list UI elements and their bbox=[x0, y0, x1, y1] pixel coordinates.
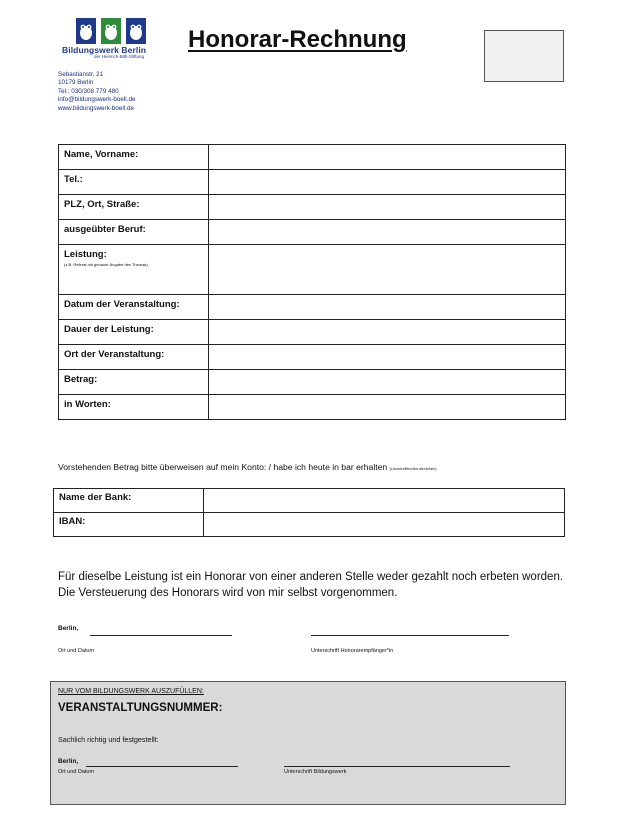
form-row-name bbox=[59, 145, 566, 170]
form-label-amount: Betrag: bbox=[59, 370, 209, 395]
office-heading: NUR VOM BILDUNGSWERK AUSZUFÜLLEN: bbox=[58, 688, 204, 695]
payment-note: (Unzutreffendes streichen) bbox=[389, 466, 437, 471]
form-row-event-date bbox=[59, 295, 566, 320]
office-signature-line[interactable] bbox=[284, 766, 510, 767]
date-signature-line[interactable] bbox=[90, 635, 232, 636]
form-row-amount bbox=[59, 370, 566, 395]
form-field-amount[interactable] bbox=[209, 370, 566, 395]
bank-label-name: Name der Bank: bbox=[54, 489, 204, 513]
form-row-address bbox=[59, 195, 566, 220]
form-field-duration[interactable] bbox=[209, 320, 566, 345]
form-field-name[interactable] bbox=[209, 145, 566, 170]
form-field-event-location[interactable] bbox=[209, 345, 566, 370]
address-website: www.bildungswerk-boell.de bbox=[58, 104, 134, 112]
payment-instruction bbox=[58, 462, 437, 472]
office-place: Berlin, bbox=[58, 758, 79, 765]
logo-mark bbox=[76, 18, 172, 44]
bank-field-iban[interactable] bbox=[204, 513, 565, 537]
form-hint-service: (z.B. Referat mit genauer Angabe des Themas) bbox=[64, 262, 148, 267]
form-label-amount-words: in Worten: bbox=[59, 395, 209, 420]
form-label-phone: Tel.: bbox=[59, 170, 209, 195]
bank-label-iban: IBAN: bbox=[54, 513, 204, 537]
form-row-service bbox=[59, 245, 566, 295]
form-label-event-location: Ort der Veranstaltung: bbox=[59, 345, 209, 370]
signature-left-caption: Ort und Datum bbox=[58, 648, 95, 654]
form-label-name: Name, Vorname: bbox=[59, 145, 209, 170]
invoice-form-table bbox=[58, 144, 566, 420]
form-field-amount-words[interactable] bbox=[209, 395, 566, 420]
form-row-amount-words bbox=[59, 395, 566, 420]
form-label-event-date: Datum der Veranstaltung: bbox=[59, 295, 209, 320]
frog-icon bbox=[101, 18, 121, 44]
signature-place: Berlin, bbox=[58, 625, 79, 632]
office-date-line[interactable] bbox=[86, 766, 238, 767]
office-check-text: Sachlich richtig und festgestellt: bbox=[58, 735, 159, 744]
organization-address bbox=[58, 71, 135, 113]
organization-name: Bildungswerk Berlin bbox=[62, 45, 147, 55]
form-field-event-date[interactable] bbox=[209, 295, 566, 320]
document-title: Honorar-Rechnung bbox=[188, 26, 407, 53]
form-row-duration bbox=[59, 320, 566, 345]
form-label-service-cell bbox=[59, 245, 209, 295]
address-city: 10179 Berlin bbox=[58, 79, 94, 87]
form-row-event-location bbox=[59, 345, 566, 370]
form-field-service[interactable] bbox=[209, 245, 566, 295]
bank-field-name[interactable] bbox=[204, 489, 565, 513]
payment-text: Vorstehenden Betrag bitte überweisen auf mein Konto: / habe ich heute in bar erhalten bbox=[58, 462, 388, 472]
frog-icon bbox=[126, 18, 146, 44]
form-field-address[interactable] bbox=[209, 195, 566, 220]
organization-logo bbox=[62, 18, 172, 59]
signature-right-caption: Unterschrift Honorarempfänger*in bbox=[311, 648, 394, 654]
event-number-label: VERANSTALTUNGSNUMMER: bbox=[58, 702, 223, 714]
bank-row-name bbox=[54, 489, 565, 513]
form-label-address: PLZ, Ort, Straße: bbox=[59, 195, 209, 220]
address-street: Sebastianstr. 21 bbox=[58, 71, 104, 78]
form-label-profession: ausgeübter Beruf: bbox=[59, 220, 209, 245]
stamp-box bbox=[484, 30, 564, 82]
bank-table bbox=[53, 488, 565, 537]
form-row-profession bbox=[59, 220, 566, 245]
address-email: info@bildungswerk-boell.de bbox=[58, 96, 136, 104]
office-right-caption: Unterschrift Bildungswerk bbox=[284, 769, 347, 775]
frog-icon bbox=[76, 18, 96, 44]
form-row-phone bbox=[59, 170, 566, 195]
form-label-service: Leistung: bbox=[64, 249, 107, 260]
recipient-signature-line[interactable] bbox=[311, 635, 509, 636]
bank-row-iban bbox=[54, 513, 565, 537]
declaration-text: Für dieselbe Leistung ist ein Honorar von einer anderen Stelle weder gezahlt noch erbeten worden. Die Versteuerung des Honorars wird von mir selbst vorgenommen. bbox=[58, 571, 564, 599]
address-phone: Tel.: 030/308 779 480 bbox=[58, 87, 119, 95]
form-label-duration: Dauer der Leistung: bbox=[59, 320, 209, 345]
form-field-phone[interactable] bbox=[209, 170, 566, 195]
organization-subline: der Heinrich-Böll-Stiftung bbox=[94, 54, 145, 59]
office-left-caption: Ort und Datum bbox=[58, 769, 95, 775]
form-field-profession[interactable] bbox=[209, 220, 566, 245]
